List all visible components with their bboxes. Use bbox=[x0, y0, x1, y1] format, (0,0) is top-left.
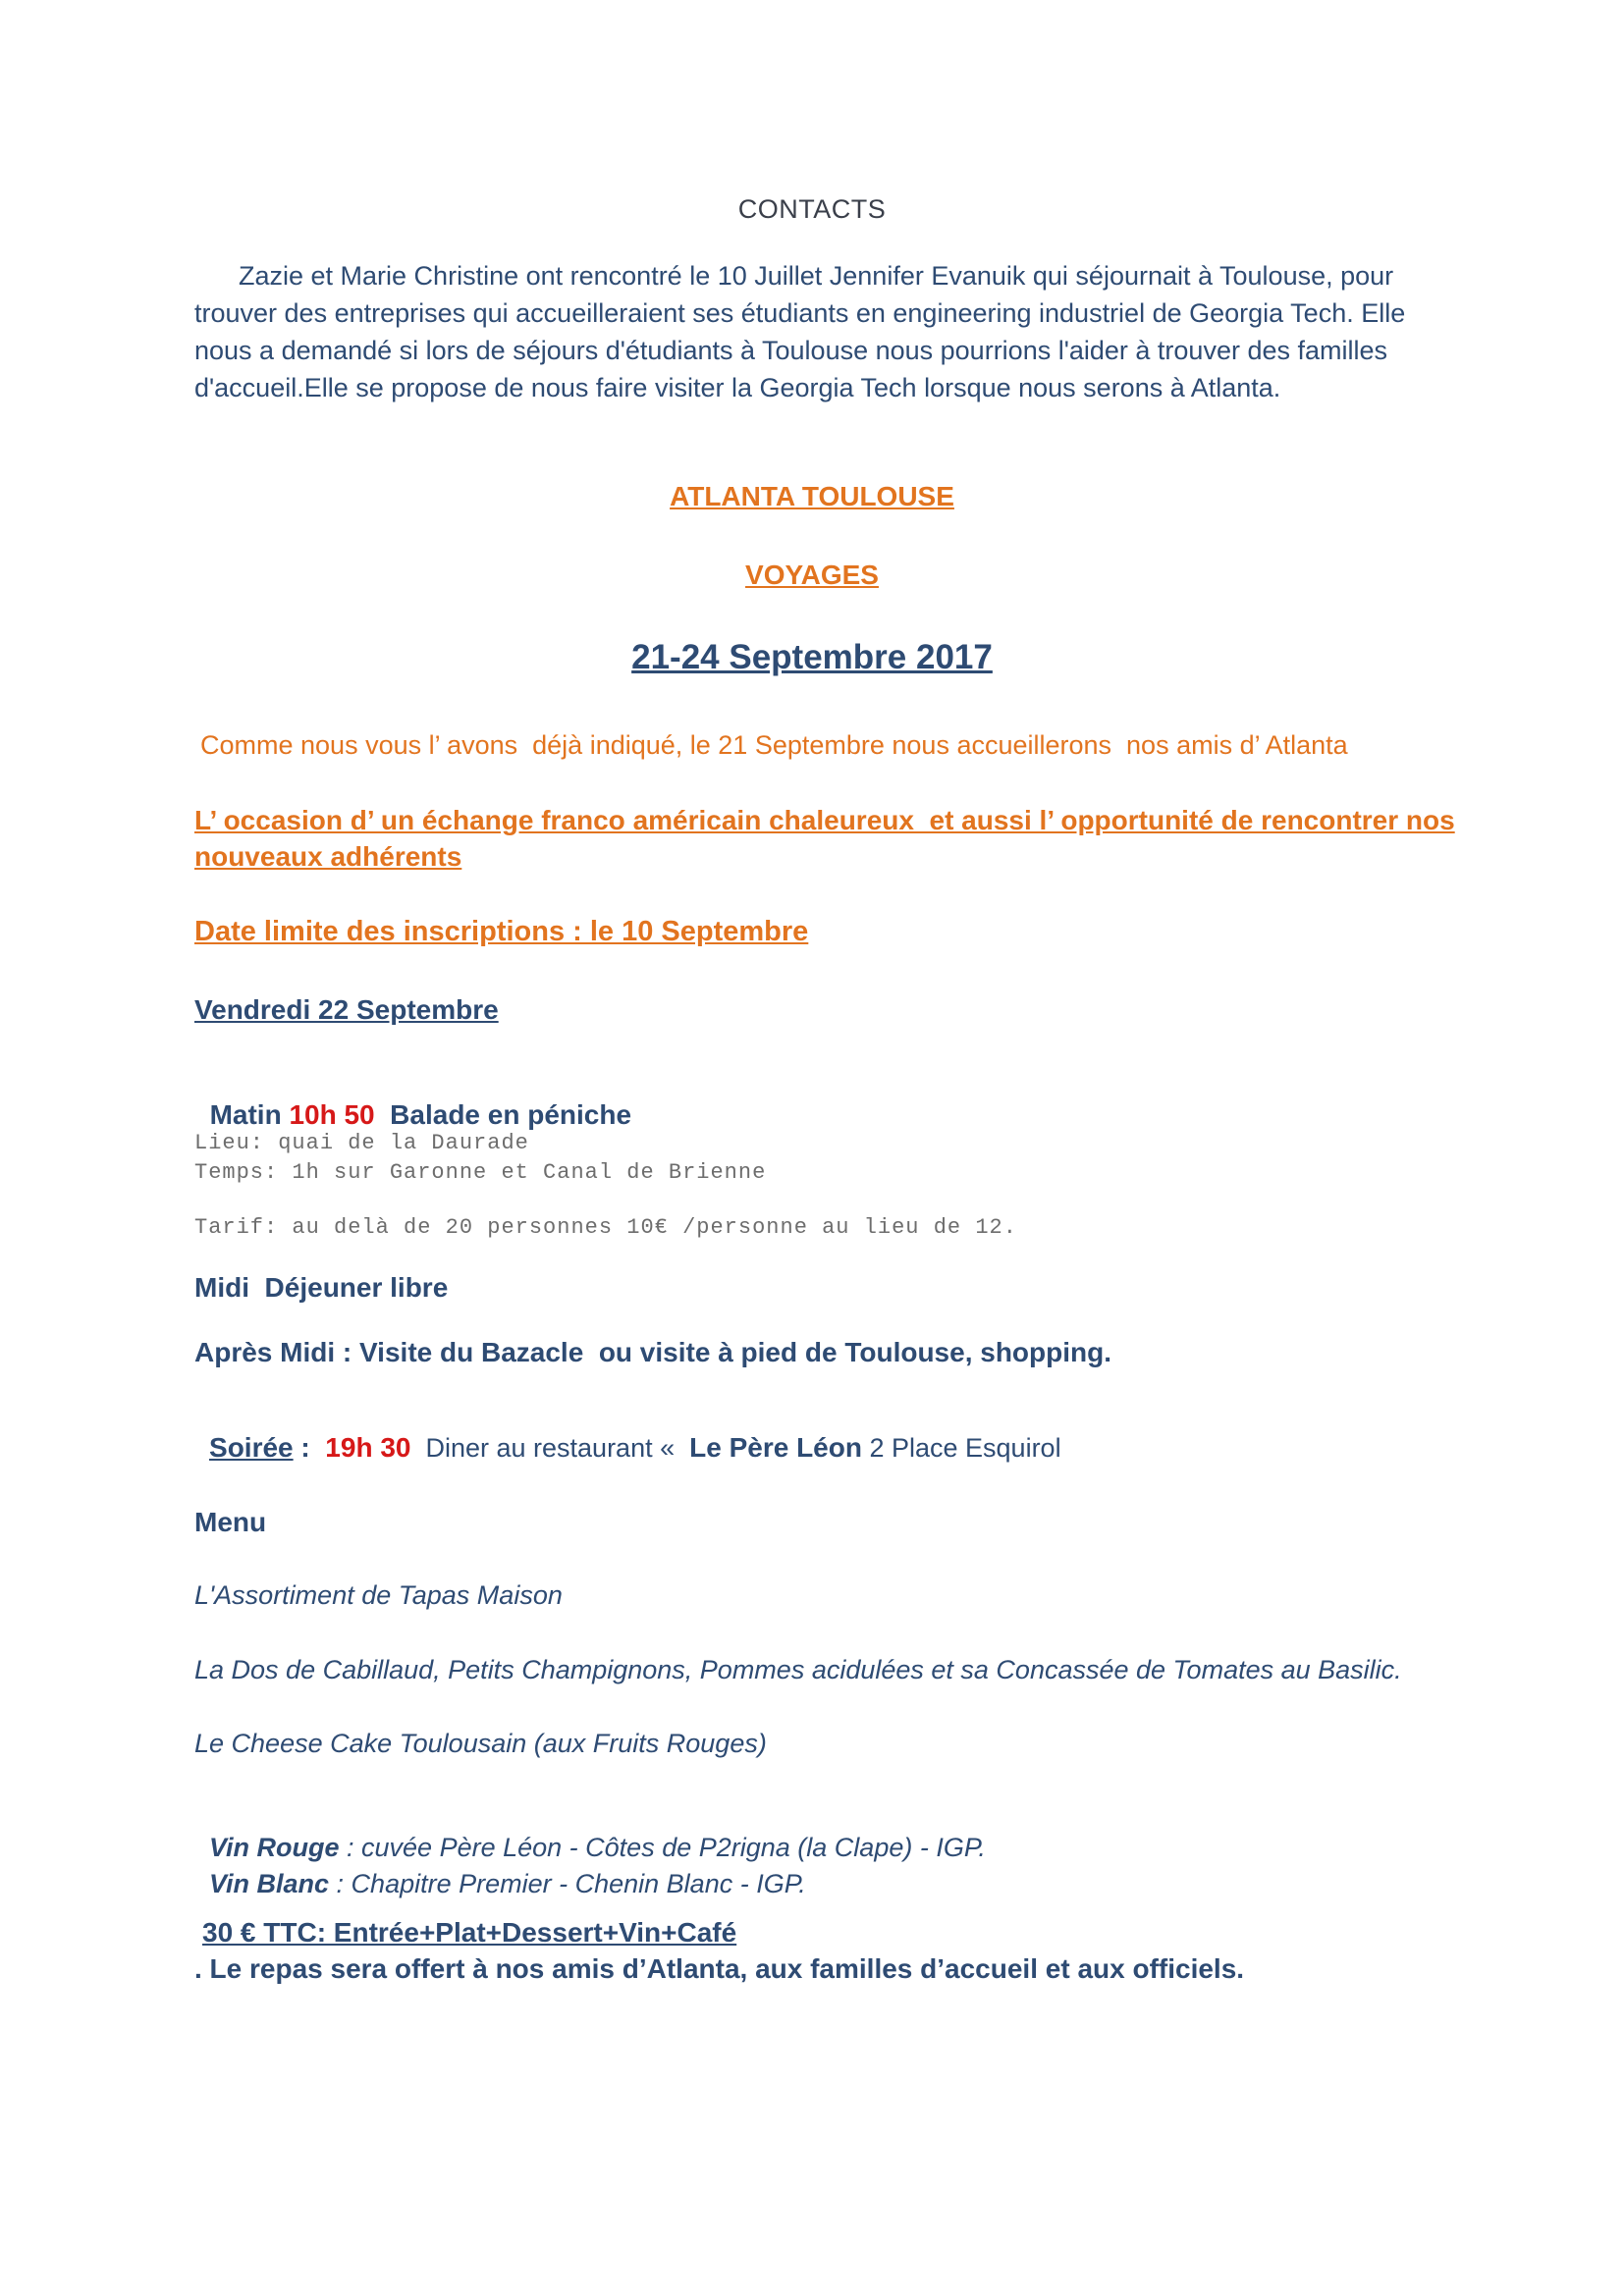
restaurant-address: 2 Place Esquirol bbox=[861, 1433, 1061, 1463]
detail-lieu: Lieu: quai de la Daurade bbox=[194, 1131, 529, 1155]
detail-tarif: Tarif: au delà de 20 personnes 10€ /personne au lieu de 12. bbox=[194, 1215, 1017, 1240]
program-day-heading: Vendredi 22 Septembre bbox=[194, 994, 499, 1025]
welcome-text: Comme nous vous l’ avons déjà indiqué, le 21 Septembre nous accueillerons nos amis d’ Atlanta bbox=[200, 730, 1348, 760]
detail-temps: Temps: 1h sur Garonne et Canal de Brienne bbox=[194, 1160, 767, 1185]
wine-rouge-label: Vin Rouge bbox=[209, 1833, 340, 1862]
soiree-colon: : bbox=[293, 1432, 326, 1463]
morning-activity: Balade en péniche bbox=[374, 1099, 632, 1130]
atlanta-toulouse-title: ATLANTA TOULOUSE bbox=[670, 481, 954, 511]
menu-item: L'Assortiment de Tapas Maison bbox=[194, 1580, 563, 1610]
event-dates-title: 21-24 Septembre 2017 bbox=[631, 638, 993, 676]
apres-midi-row: Après Midi : Visite du Bazacle ou visite à pied de Toulouse, shopping. bbox=[194, 1337, 1112, 1367]
restaurant-name: Le Père Léon bbox=[689, 1432, 862, 1463]
wine-blanc-label: Vin Blanc bbox=[209, 1869, 330, 1898]
menu-note: . Le repas sera offert à nos amis d’Atlanta, aux familles d’accueil et aux officiels. bbox=[194, 1953, 1245, 1984]
wine-blanc-text: : Chapitre Premier - Chenin Blanc - IGP. bbox=[329, 1869, 806, 1898]
soiree-diner: Diner au restaurant « bbox=[410, 1433, 690, 1463]
soiree-label: Soirée bbox=[209, 1432, 294, 1463]
menu-item: La Dos de Cabillaud, Petits Champignons, Pommes acidulées et sa Concassée de Tomates au Basilic. bbox=[194, 1655, 1402, 1684]
morning-row bbox=[194, 1068, 631, 1131]
midi-row: Midi Déjeuner libre bbox=[194, 1272, 449, 1303]
morning-time: 10h 50 bbox=[289, 1099, 375, 1130]
wine-blanc-row bbox=[194, 1839, 806, 1899]
menu-item: Le Cheese Cake Toulousain (aux Fruits Rouges) bbox=[194, 1729, 767, 1758]
contacts-heading: CONTACTS bbox=[737, 194, 887, 224]
registration-deadline: Date limite des inscriptions : le 10 Septembre bbox=[194, 916, 809, 947]
contacts-intro-paragraph: Zazie et Marie Christine ont rencontré le 10 Juillet Jennifer Evanuik qui séjournait à Toulouse, pour trouver des entreprises qui accueilleraient ses étudiants en engineering industriel de Georgia Tech. Elle nous a demandé si lors de séjours d'étudiants à Toulouse nous pourrions l'aider à trouver des familles d'accueil.Elle se propose de nous faire visiter la Georgia Tech lorsque nous serons à Atlanta. bbox=[194, 261, 1406, 402]
soiree-row bbox=[194, 1402, 1061, 1464]
occasion-line-1: L’ occasion d’ un échange franco américain chaleureux et aussi l’ opportunité de rencontrer nos bbox=[194, 805, 1455, 835]
wine-rouge-text: : cuvée Père Léon - Côtes de P2rigna (la Clape) - IGP. bbox=[339, 1833, 986, 1862]
morning-label: Matin bbox=[209, 1099, 290, 1130]
soiree-time: 19h 30 bbox=[325, 1432, 411, 1463]
voyages-title: VOYAGES bbox=[745, 560, 879, 590]
menu-title: Menu bbox=[194, 1507, 267, 1537]
occasion-line-2: nouveaux adhérents bbox=[194, 841, 462, 872]
menu-price: 30 € TTC: Entrée+Plat+Dessert+Vin+Café bbox=[202, 1917, 737, 1948]
